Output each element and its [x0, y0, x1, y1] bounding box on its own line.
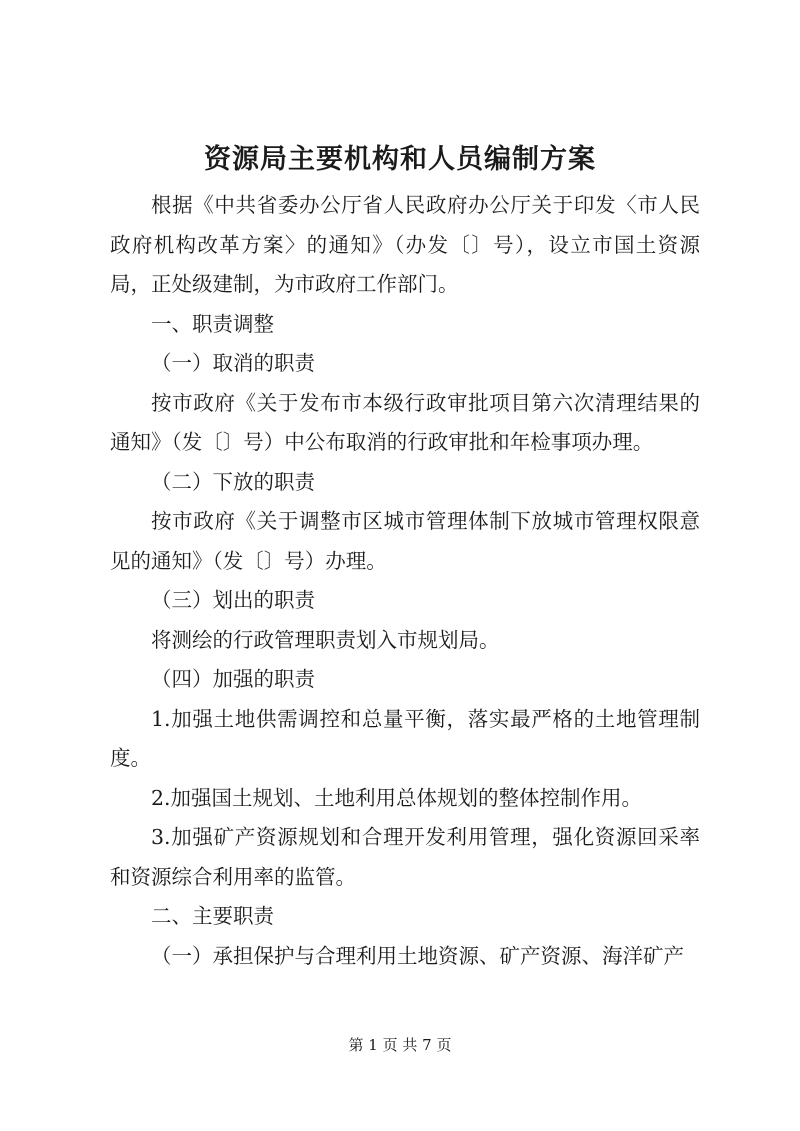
subsection-heading-1-1: （一）取消的职责 [151, 351, 315, 375]
paragraph-main-duties: （一）承担保护与合理利用土地资源、矿产资源、海洋矿产 [151, 943, 684, 968]
paragraph-intro: 根据《中共省委办公厅省人民政府办公厅关于印发〈市人民政府机构改革方案〉的通知》（办发〔〕号），设立市国土资源局，正处级建制，为市政府工作部门。 [110, 193, 700, 296]
subsection-heading-1-3: （三）划出的职责 [151, 588, 315, 612]
paragraph-transfer: 将测绘的行政管理职责划入市规划局。 [151, 627, 500, 652]
list-item-1: 1.加强土地供需调控和总量平衡，落实最严格的土地管理制度。 [110, 706, 700, 770]
section-heading-2: 二、主要职责 [151, 904, 274, 928]
list-item-3: 3.加强矿产资源规划和合理开发利用管理，强化资源回采率和资源综合利用率的监管。 [110, 825, 700, 889]
page-number: 第 1 页 共 7 页 [348, 1036, 452, 1054]
subsection-heading-1-4: （四）加强的职责 [151, 667, 315, 691]
list-item-2: 2.加强国土规划、土地利用总体规划的整体控制作用。 [151, 785, 643, 810]
document-title: 资源局主要机构和人员编制方案 [204, 144, 596, 175]
section-heading-1: 一、职责调整 [151, 311, 274, 336]
paragraph-cancel: 按市政府《关于发布市本级行政审批项目第六次清理结果的通知》（发〔〕号）中公布取消的行政审批和年检事项办理。 [110, 390, 700, 454]
subsection-heading-1-2: （二）下放的职责 [151, 469, 315, 494]
paragraph-delegate: 按市政府《关于调整市区城市管理体制下放城市管理权限意见的通知》（发〔〕号）办理。 [110, 509, 700, 573]
document-body [110, 186, 700, 976]
